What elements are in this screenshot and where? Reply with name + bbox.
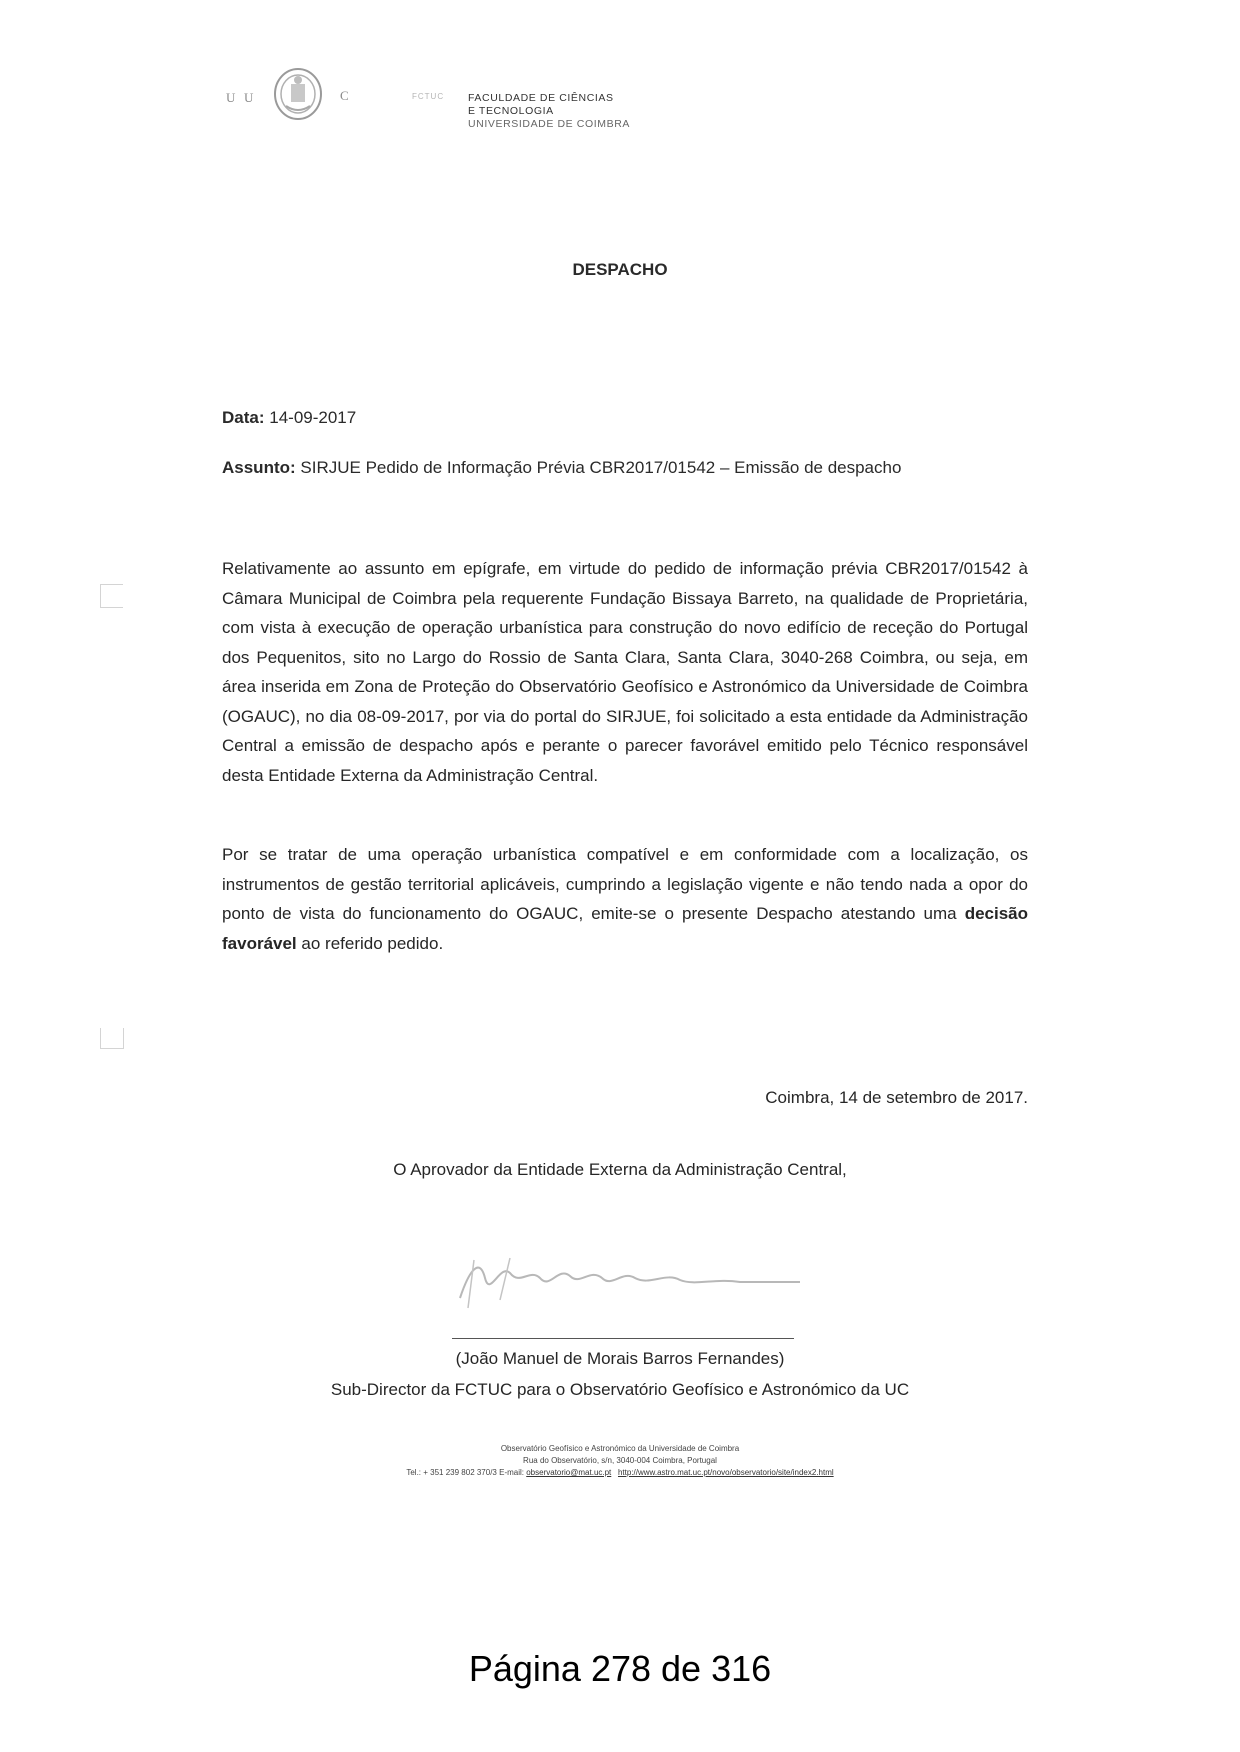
- footer-tel: Tel.: + 351 239 802 370/3 E-mail:: [406, 1468, 524, 1477]
- subject-line: [222, 458, 901, 478]
- paragraph-2-end: ao referido pedido.: [301, 933, 444, 953]
- footer-line-1: Observatório Geofísico e Astronómico da Universidade de Coimbra: [500, 1444, 740, 1453]
- footer-contact: [0, 1468, 1240, 1477]
- paragraph-1: Relativamente ao assunto em epígrafe, em virtude do pedido de informação prévia CBR2017/01542 à Câmara Municipal de Coimbra pela requerente Fundação Bissaya Barreto, na qualidade de Proprietária, com vista à execução de operação urbanística para construção do novo edifício de receção do Portugal dos Pequenitos, sito no Largo do Rossio de Santa Clara, Santa Clara, 3040-268 Coimbra, ou seja, em área inserida em Zona de Proteção do Observatório Geofísico e Astronómico da Universidade de Coimbra (OGAUC), no dia 08-09-2017, por via do portal do SIRJUE, foi solicitado a esta entidade da Administração Central a emissão de despacho após e perante o parecer favorável emitido pelo Técnico responsável desta Entidade Externa da Administração Central.: [222, 559, 1028, 785]
- paragraph-2-start: Por se tratar de uma operação urbanística compatível e em conformidade com a localização, os instrumentos de gestão territorial aplicáveis, cumprindo a legislação vigente e não tendo nada a opor do ponto de vista do funcionamento do OGAUC, emite-se o presente Despacho atestando uma: [222, 845, 1028, 923]
- footer-email-link[interactable]: observatorio@mat.uc.pt: [526, 1468, 612, 1477]
- letter-u: U: [244, 90, 254, 105]
- institution-name: [468, 92, 630, 131]
- handwritten-signature: [440, 1238, 810, 1318]
- approver-line: O Aprovador da Entidade Externa da Administração Central,: [393, 1160, 847, 1179]
- paragraph-2: [222, 840, 1028, 958]
- date-value: 14-09-2017: [269, 408, 357, 427]
- signer-name: (João Manuel de Morais Barros Fernandes): [455, 1349, 785, 1368]
- page-number: Página 278 de 316: [468, 1648, 772, 1689]
- footer-line-2: Rua do Observatório, s/n, 3040-004 Coimbra, Portugal: [523, 1456, 717, 1465]
- signature-line: [452, 1338, 794, 1339]
- letter-c: C: [340, 88, 349, 103]
- subject-value: SIRJUE Pedido de Informação Prévia CBR2017/01542 – Emissão de despacho: [300, 458, 902, 477]
- institution-line-3: UNIVERSIDADE DE COIMBRA: [468, 118, 630, 130]
- paragraph-2-bold: decisão favorável: [222, 904, 1028, 953]
- footer-url-link[interactable]: http://www.astro.mat.uc.pt/novo/observatorio/site/index2.html: [617, 1468, 834, 1477]
- scan-mark: [100, 584, 123, 608]
- institution-line-2: E TECNOLOGIA: [468, 105, 554, 117]
- place-date: Coimbra, 14 de setembro de 2017.: [765, 1088, 1028, 1107]
- signer-role: Sub-Director da FCTUC para o Observatório Geofísico e Astronómico da UC: [330, 1380, 910, 1399]
- document-title: DESPACHO: [572, 260, 668, 279]
- date-line: [222, 408, 356, 428]
- subject-label: Assunto:: [222, 458, 296, 477]
- university-seal-icon: [272, 66, 324, 122]
- institution-line-1: FACULDADE DE CIÊNCIAS: [468, 92, 614, 104]
- scan-mark: [100, 1028, 124, 1049]
- fctuc-label: FCTUC: [412, 92, 445, 101]
- letter-u: U: [226, 90, 236, 105]
- date-label: Data:: [222, 408, 265, 427]
